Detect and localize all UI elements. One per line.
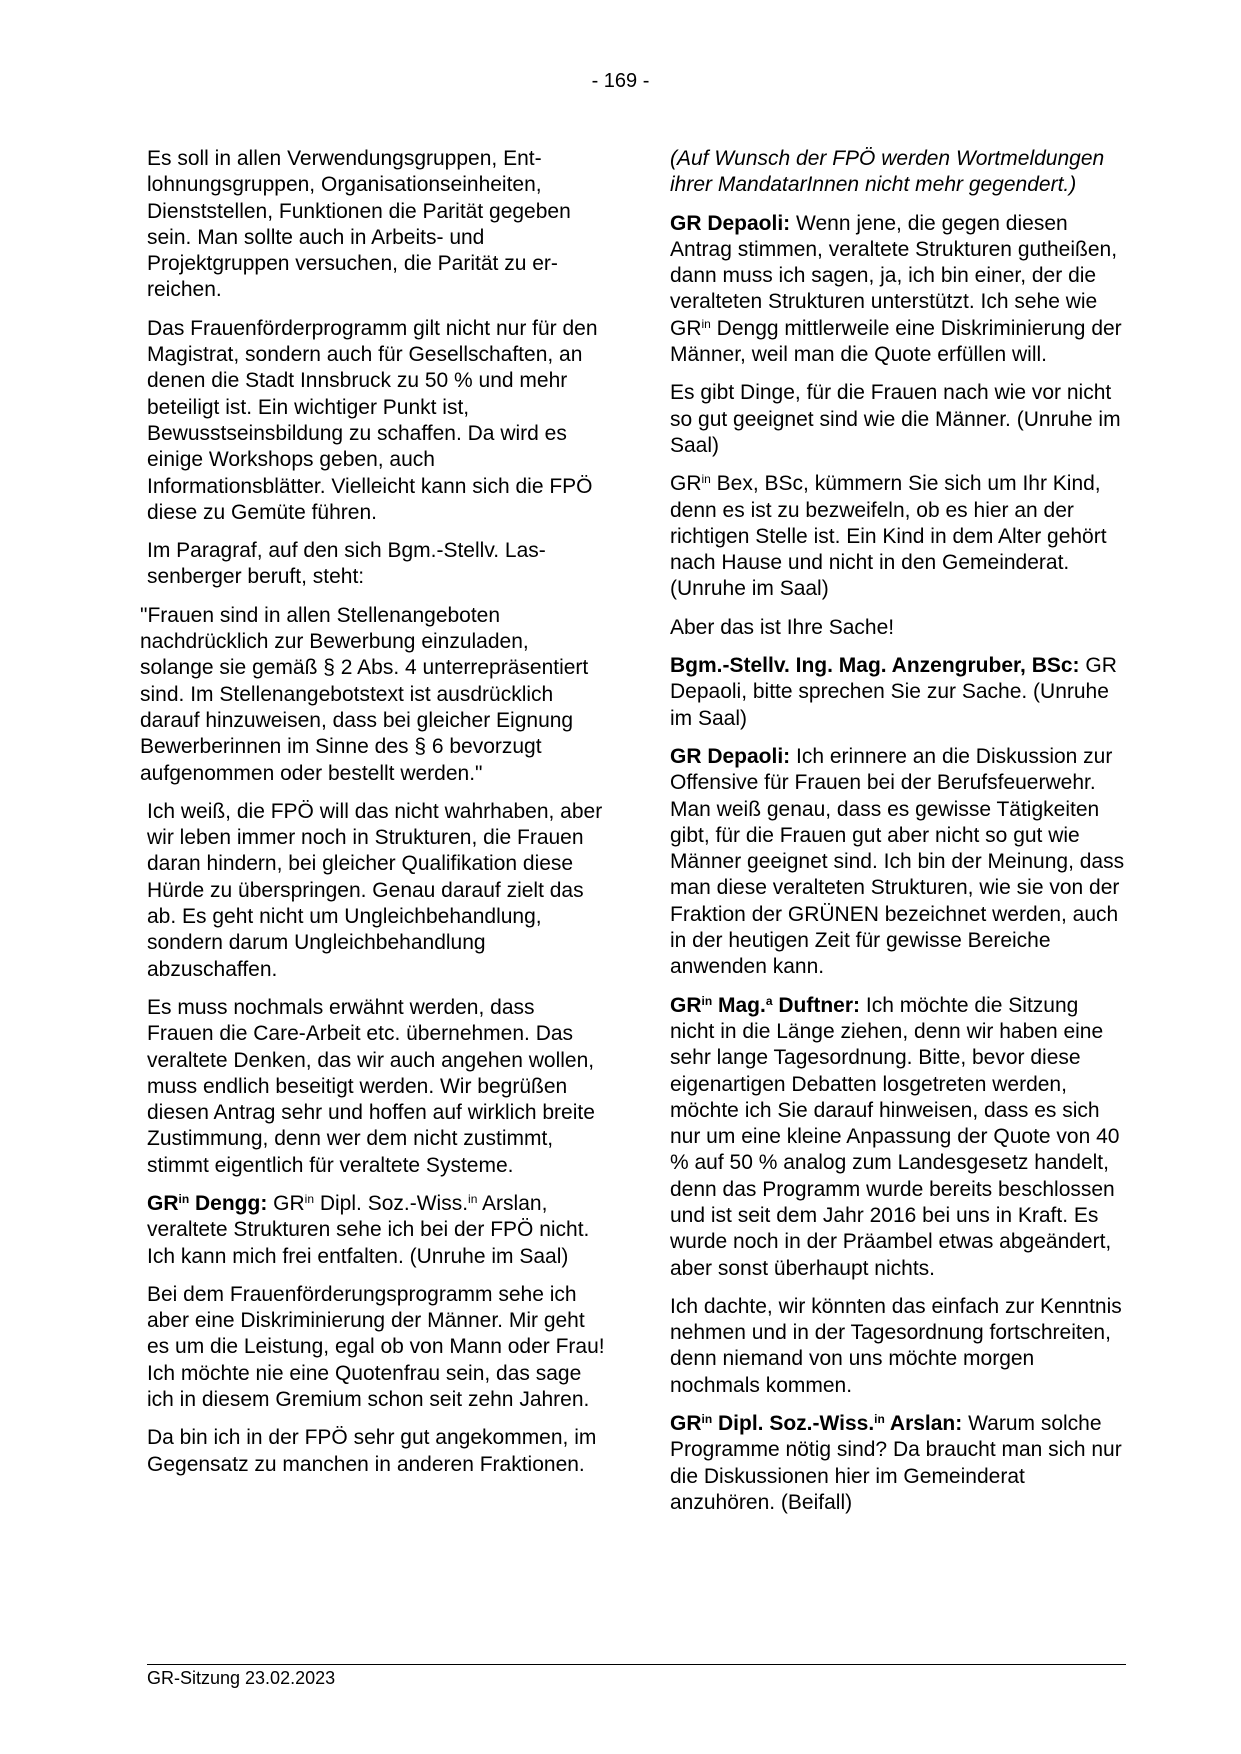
editorial-note: (Auf Wunsch der FPÖ werden Wortmeldungen ihrer MandatarInnen nicht mehr gegendert.) (670, 147, 1105, 197)
speaker-name: GR Depaoli: (670, 211, 791, 235)
speech-paragraph: $GR^{in}$ Mag.$^a$ Duftner: Ich möchte die Sitzung nicht in die Länge ziehen, denn wir haben eine sehr lange Tagesordnung. Bitte, bevor diese eigenartigen Debatten losgetreten werden, möchte ich Sie darauf hinweisen, dass es sich nur um eine kleine Anpassung der Quote von 40 % auf 50 % analog zum Landesgesetz handelt, denn das Programm wurde bereits beschlossen und ist seit dem Jahr 2016 bei uns in Kraft. Es wurde noch in der Präambel etwas abgeändert, aber sonst überhaupt nichts. (670, 993, 1120, 1280)
speech-paragraph: $GR^{in}$ Dipl. Soz.-Wiss.$^{in}$ Arslan: Warum solche Programme nötig sind? Da braucht man sich nur die Diskussionen hier im Gemeinderat anzuhören. (Beifall) (670, 1412, 1122, 1514)
footer-text: GR-Sitzung 23.02.2023 (147, 1668, 336, 1688)
paragraph: Das Frauenförderprogramm gilt nicht nur für den Magistrat, sondern auch für Gesellschaften, an denen die Stadt Innsbruck zu 50 % und mehr beteiligt ist. Ein wichtiger Punkt ist, Bewusstseinsbildung zu schaffen. Da wird es einige Workshops geben, auch Informationsblätter. Vielleicht kann sich die FPÖ diese zu Gemüte führen. (147, 316, 598, 524)
paragraph: Im Paragraf, auf den sich Bgm.-Stellv. Lassenberger beruft, steht: (147, 539, 546, 589)
left-column (140, 146, 605, 1490)
speech-paragraph: GR Depaoli: Wenn jene, die gegen diesen Antrag stimmen, veraltete Strukturen gutheißen, dann muss ich sagen, ja, ich bin einer, der die veralteten Strukturen unterstützt. Ich sehe wie $GR^{in}$ Dengg mittlerweile eine Diskriminierung der Männer, weil man die Quote erfüllen will. (670, 211, 1122, 367)
paragraph: Ich dachte, wir könnten das einfach zur Kenntnis nehmen und in der Tagesordnung fortschreiten, denn niemand von uns möchte morgen nochmals kommen. (670, 1294, 1122, 1397)
speech-paragraph: $GR^{in}$ Dengg: $GR^{in}$ Dipl. Soz.-Wiss.$^{in}$ Arslan, veraltete Strukturen sehe ich bei der FPÖ nicht. Ich kann mich frei entfalten. (Unruhe im Saal) (147, 1191, 590, 1268)
paragraph: Ich weiß, die FPÖ will das nicht wahrhaben, aber wir leben immer noch in Strukturen, die Frauen daran hindern, bei gleicher Qualifikation diese Hürde zu überspringen. Genau darauf zielt das ab. Es geht nicht um Ungleichbehandlung, sondern darum Ungleichbehandlung abzuschaffen. (147, 799, 603, 981)
right-column (670, 146, 1125, 1528)
speaker-name: Bgm.-Stellv. Ing. Mag. Anzengruber, BSc: (670, 654, 1080, 678)
speaker-name: $GR^{in}$ Mag.$^a$ Duftner: (670, 993, 861, 1017)
page-number: - 169 - (591, 70, 650, 92)
paragraph: $GR^{in}$ Bex, BSc, kümmern Sie sich um Ihr Kind, denn es ist zu bezweifeln, ob es hier an der richtigen Stelle ist. Ein Kind in dem Alter gehört nach Hause und nicht in den Gemeinderat. (Unruhe im Saal) (670, 472, 1107, 601)
paragraph: Es gibt Dinge, für die Frauen nach wie vor nicht so gut geeignet sind wie die Männer. (Unruhe im Saal) (670, 381, 1121, 457)
speaker-name: GR Depaoli: (670, 744, 791, 768)
quoted-paragraph: "Frauen sind in allen Stellenangeboten nachdrücklich zur Bewerbung einzuladen, solange sie gemäß § 2 Abs. 4 unterrepräsentiert sind. Im Stellenangebotstext ist ausdrücklich darauf hinzuweisen, dass bei gleicher Eignung Bewerberinnen im Sinne des § 6 bevorzugt aufgenommen oder bestellt werden." (140, 603, 589, 785)
paragraph: Es muss nochmals erwähnt werden, dass Frauen die Care-Arbeit etc. übernehmen. Das veraltete Denken, das wir auch angehen wollen, muss endlich beseitigt werden. Wir begrüßen diesen Antrag sehr und hoffen auf wirklich breite Zustimmung, denn wer dem nicht zustimmt, stimmt eigentlich für veraltete Systeme. (147, 995, 595, 1177)
paragraph: Bei dem Frauenförderungsprogramm sehe ich aber eine Diskriminierung der Männer. Mir geht es um die Leistung, egal ob von Mann oder Frau! Ich möchte nie eine Quotenfrau sein, das sage ich in diesem Gremium schon seit zehn Jahren. (147, 1282, 605, 1412)
footer-divider (147, 1664, 1126, 1665)
paragraph: Da bin ich in der FPÖ sehr gut angekommen, im Gegensatz zu manchen in anderen Fraktionen. (147, 1426, 597, 1476)
speaker-name: $GR^{in}$ Dipl. Soz.-Wiss.$^{in}$ Arslan: (670, 1412, 963, 1436)
paragraph: Es soll in allen Verwendungsgruppen, Entlohnungsgruppen, Organisationseinheiten, Dienststellen, Funktionen die Parität gegeben sein. Man sollte auch in Arbeits- und Projektgruppen versuchen, die Parität zu erreichen. (147, 147, 571, 302)
speech-paragraph: GR Depaoli: Ich erinnere an die Diskussion zur Offensive für Frauen bei der Berufsfeuerwehr. Man weiß genau, dass es gewisse Tätigkeiten gibt, für die Frauen gut aber nicht so gut wie Männer geeignet sind. Ich bin der Meinung, dass man diese veralteten Strukturen, wie sie von der Fraktion der GRÜNEN bezeichnet werden, auch in der heutigen Zeit für gewisse Bereiche anwenden kann. (670, 744, 1125, 979)
paragraph: Aber das ist Ihre Sache! (670, 615, 895, 639)
speaker-name: $GR^{in}$ Dengg: (147, 1191, 268, 1215)
speech-paragraph: Bgm.-Stellv. Ing. Mag. Anzengruber, BSc: GR Depaoli, bitte sprechen Sie zur Sache. (Unruhe im Saal) (670, 654, 1117, 730)
